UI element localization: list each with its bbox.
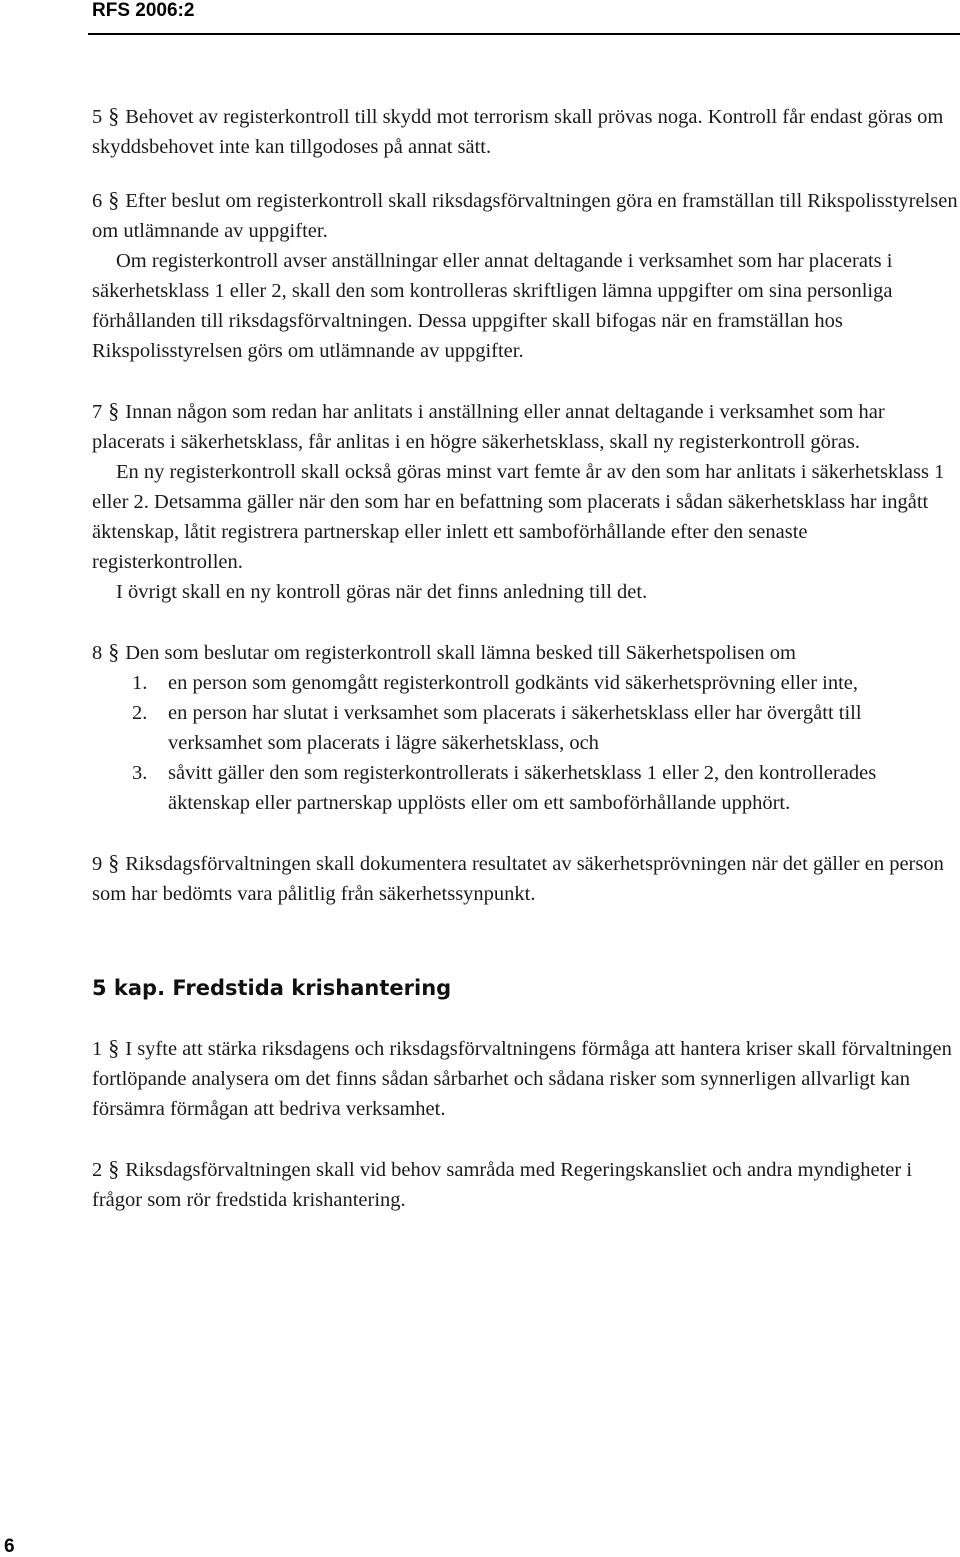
section-symbol: § [108,639,120,664]
list-item [92,758,958,818]
document-id-header: RFS 2006:2 [92,0,195,21]
section-8-list [92,668,958,818]
chapter-section-2-text: Riksdagsförvaltningen skall vid behov samråda med Regeringskansliet och andra myndigheter i frågor som rör fredstida krishantering. [92,1159,913,1211]
chapter-section-2 [92,1154,958,1215]
document-body [92,101,958,1215]
section-6 [92,185,958,246]
section-6-paragraph-2: Om registerkontroll avser anställningar eller annat deltagande i verksamhet som har placerats i säkerhetsklass 1 eller 2, skall den som kontrolleras skriftligen lämna uppgifter om sina personliga förhållanden till riksdagsförvaltningen. Dessa uppgifter skall bifogas när en framställan hos Rikspolisstyrelsen görs om utlämnande av uppgifter. [92,250,893,362]
chapter-section-2-number: 2 [92,1159,103,1181]
section-9 [92,848,958,909]
section-5-number: 5 [92,106,103,128]
chapter-section-1-number: 1 [92,1038,103,1060]
section-6-text: Efter beslut om registerkontroll skall riksdagsförvaltningen göra en framställan till Rikspolisstyrelsen om utlämnande av uppgifter. [92,190,958,242]
section-8-number: 8 [92,642,103,664]
chapter-section-1-text: I syfte att stärka riksdagens och riksdagsförvaltningens förmåga att hantera kriser skall förvaltningen fortlöpande analysera om det finns sådan sårbarhet och sådana risker som synnerligen allvarligt kan försämra förmågan att bedriva verksamhet. [92,1038,952,1120]
section-symbol: § [108,850,120,875]
section-7-paragraph-2: En ny registerkontroll skall också göras minst vart femte år av den som har anlitats i säkerhetsklass 1 eller 2. Detsamma gäller när den som har en befattning som placerats i sådan säkerhetsklass har ingått äktenskap, låtit registrera partnerskap eller inlett ett samboförhållande efter den senaste registerkontrollen. [92,461,945,573]
section-symbol: § [108,103,120,128]
section-7-text: Innan någon som redan har anlitats i anställning eller annat deltagande i verksamhet som har placerats i säkerhetsklass, får anlitas i en högre säkerhetsklass, skall ny registerkontroll göras. [92,401,885,453]
section-9-number: 9 [92,853,103,875]
section-symbol: § [108,1035,120,1060]
list-item-text: en person har slutat i verksamhet som placerats i säkerhetsklass eller har övergått till verksamhet som placerats i lägre säkerhetsklass, och [168,702,862,754]
section-symbol: § [108,187,120,212]
section-9-text: Riksdagsförvaltningen skall dokumentera resultatet av säkerhetsprövningen när det gäller en person som har bedömts vara pålitlig från säkerhetssynpunkt. [92,853,944,905]
section-symbol: § [108,398,120,423]
section-7-number: 7 [92,401,103,423]
list-item-number: 2. [132,702,148,724]
page-number: 6 [4,1536,15,1557]
section-8-text: Den som beslutar om registerkontroll skall lämna besked till Säkerhetspolisen om [125,642,796,664]
section-7 [92,396,958,457]
section-8 [92,637,958,668]
list-item [92,668,958,698]
section-5-text: Behovet av registerkontroll till skydd mot terrorism skall prövas noga. Kontroll får endast göras om skyddsbehovet inte kan tillgodoses på annat sätt. [92,106,944,158]
section-symbol: § [108,1156,120,1181]
list-item-text: såvitt gäller den som registerkontrollerats i säkerhetsklass 1 eller 2, den kontrollerades äktenskap eller partnerskap upplösts eller om ett samboförhållande upphört. [168,762,877,814]
list-item-text: en person som genomgått registerkontroll godkänts vid säkerhetsprövning eller inte, [168,672,859,694]
list-item [92,698,958,758]
chapter-heading: 5 kap. Fredstida krishantering [92,976,452,1000]
section-5 [92,101,958,162]
chapter-section-1 [92,1033,958,1124]
list-item-number: 1. [132,672,148,694]
header-divider [88,33,960,35]
list-item-number: 3. [132,762,148,784]
section-7-paragraph-3: I övrigt skall en ny kontroll göras när det finns anledning till det. [116,581,648,603]
section-6-number: 6 [92,190,103,212]
